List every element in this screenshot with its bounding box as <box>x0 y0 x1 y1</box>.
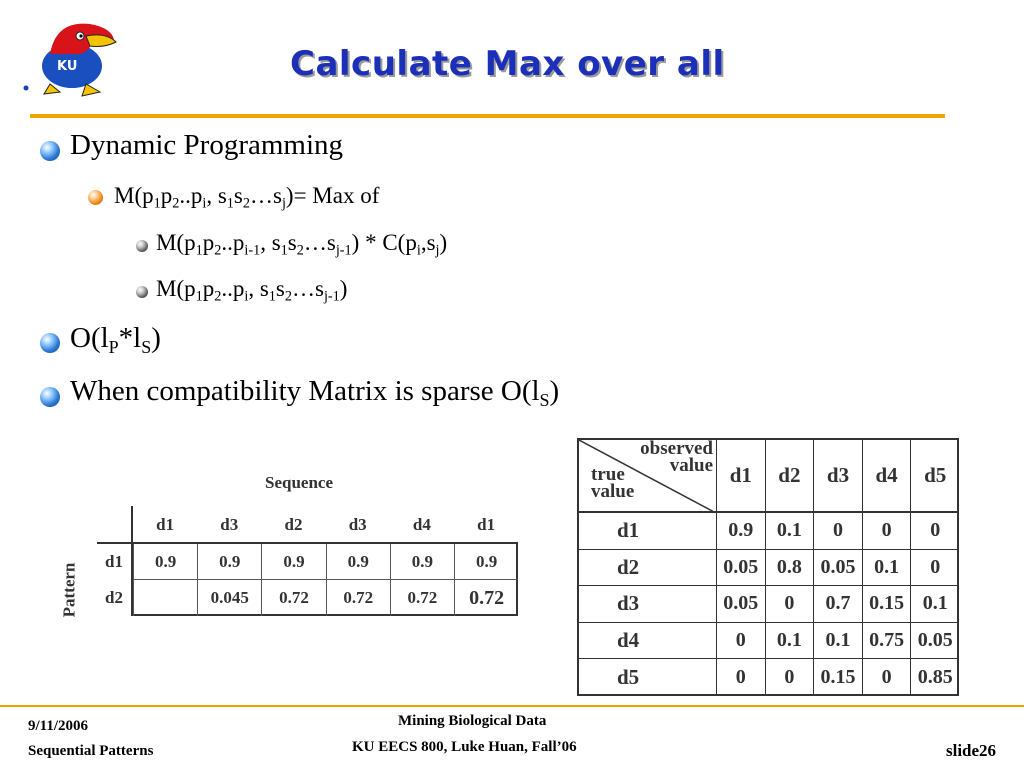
matrix-cell: 0.05 <box>910 623 959 660</box>
svg-text:KU: KU <box>57 59 78 74</box>
sequence-cell: 0.9 <box>326 544 390 580</box>
matrix-cell: 0.05 <box>813 550 862 587</box>
pattern-axis-label: Pattern <box>59 562 79 618</box>
sequence-table <box>60 470 530 620</box>
footer-course-info: KU EECS 800, Luke Huan, Fall’06 <box>352 739 577 755</box>
matrix-cell: 0.85 <box>910 659 959 696</box>
sequence-cell: 0.9 <box>261 544 325 580</box>
matrix-column-header: d1 <box>716 440 765 513</box>
sequence-row-label: d2 <box>105 588 123 607</box>
matrix-row-label: d3 <box>579 586 716 623</box>
bullet-complexity: $O(l_P*l_S)$ <box>70 322 161 357</box>
matrix-row-label: d1 <box>579 513 716 550</box>
footer-topic: Sequential Patterns <box>28 743 154 759</box>
matrix-cell: 0.1 <box>765 513 814 550</box>
matrix-row-label: d5 <box>617 664 640 689</box>
bullet-sphere-icon <box>136 240 148 252</box>
bullet-sphere-icon <box>40 387 60 407</box>
jayhawk-logo <box>20 14 120 98</box>
bullet-dynamic-programming: Dynamic Programming <box>70 129 344 161</box>
corner-true-label: true value <box>591 464 635 502</box>
matrix-cell: 0 <box>716 623 765 660</box>
matrix-column-header: d2 <box>765 440 814 513</box>
title-underline <box>30 114 945 118</box>
bullet-m-case-1: $M(p_1p_2..p_{i-1}$, $s_1s_2\dots s_{j-1}) * C(p_i,s_j)$ <box>156 230 448 259</box>
sequence-cell: 0.9 <box>197 544 261 580</box>
bullet-sphere-icon <box>136 286 148 298</box>
matrix-cell: 0 <box>862 513 911 550</box>
bullet-sparse: When compatibility Matrix is sparse $O(l_S)$ <box>70 375 560 410</box>
matrix-column-header: d3 <box>813 440 862 513</box>
matrix-cell: 0.15 <box>862 586 911 623</box>
bullet-m-case-2: $M(p_1p_2..p_i$, $s_1s_2\dots s_{j-1}$) <box>156 276 348 305</box>
matrix-row-label: d4 <box>579 623 716 660</box>
matrix-cell: 0 <box>910 513 959 550</box>
matrix-cell: 0 <box>910 550 959 587</box>
footer-date: 9/11/2006 <box>28 718 89 734</box>
bullet-sphere-icon <box>40 333 60 353</box>
sequence-cell <box>133 580 197 616</box>
bullet-m-definition: $M(p_1p_2..p_i$, $s_1s_2\dots s_j)=$ Max of <box>114 183 380 212</box>
footer-slide-number: slide26 <box>946 741 997 760</box>
matrix-cell: 0 <box>862 659 911 696</box>
matrix-cell: 0.9 <box>716 513 765 550</box>
compatibility-matrix <box>577 438 959 696</box>
sequence-column-header: d4 <box>412 515 431 534</box>
matrix-column-header: d4 <box>862 440 911 513</box>
sequence-cell: 0.72 <box>326 580 390 616</box>
matrix-cell: 0 <box>716 659 765 696</box>
slide-title: Calculate Max over all <box>290 44 725 84</box>
matrix-cell: 0.1 <box>910 586 959 623</box>
matrix-cell: 0.7 <box>813 586 862 623</box>
sequence-column-header: d3 <box>220 515 239 534</box>
sequence-cell: 0.9 <box>454 544 518 580</box>
matrix-cell: 0 <box>765 659 814 696</box>
footer-rule <box>0 705 1024 707</box>
matrix-cell: 0.1 <box>813 623 862 660</box>
sequence-cell: 0.9 <box>390 544 454 580</box>
matrix-cell: 0.15 <box>813 659 862 696</box>
sequence-column-header: d1 <box>156 515 175 534</box>
matrix-cell: 0 <box>813 513 862 550</box>
sequence-cell: 0.045 <box>197 580 261 616</box>
sequence-row-label: d1 <box>105 552 123 571</box>
sequence-cell: 0.9 <box>133 544 197 580</box>
bullet-sphere-icon <box>88 190 103 205</box>
sequence-column-header: d2 <box>284 515 303 534</box>
matrix-cell: 0.1 <box>862 550 911 587</box>
sequence-cell: 0.72 <box>454 580 518 616</box>
sequence-cell: 0.72 <box>261 580 325 616</box>
matrix-cell: 0.05 <box>716 586 765 623</box>
footer-course-title: Mining Biological Data <box>398 713 547 729</box>
matrix-cell: 0.8 <box>765 550 814 587</box>
sequence-column-header: d1 <box>477 515 496 534</box>
matrix-row-label: d2 <box>579 550 716 587</box>
matrix-cell: 0.1 <box>765 623 814 660</box>
matrix-column-header: d5 <box>910 440 959 513</box>
sequence-caption: Sequence <box>265 473 333 492</box>
corner-observed-label: observed value <box>640 438 713 476</box>
matrix-cell: 0.75 <box>862 623 911 660</box>
matrix-cell: 0.05 <box>716 550 765 587</box>
matrix-cell: 0 <box>765 586 814 623</box>
bullet-sphere-icon <box>40 141 60 161</box>
sequence-column-header: d3 <box>348 515 367 534</box>
sequence-cell: 0.72 <box>390 580 454 616</box>
